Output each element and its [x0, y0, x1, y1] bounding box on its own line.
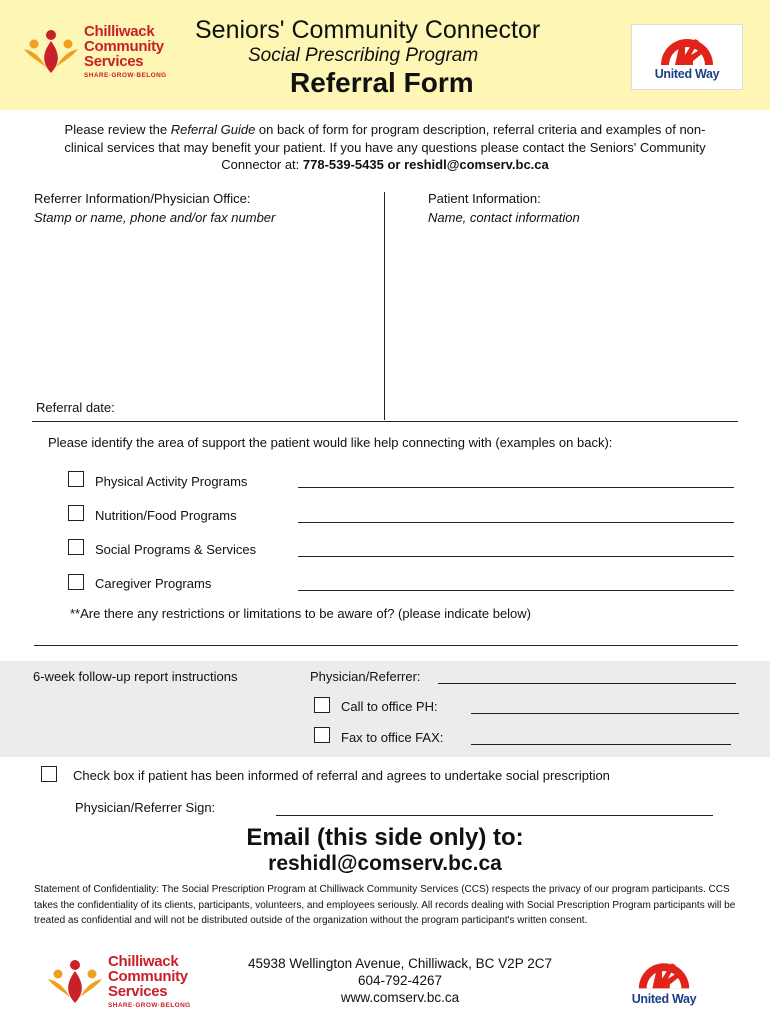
email-address[interactable]: reshidl@comserv.bc.ca — [268, 852, 502, 875]
consent-label: Check box if patient has been informed of referral and agrees to undertake social prescription — [73, 768, 610, 783]
ccs-name-line3: Services — [84, 53, 144, 70]
call-office-checkbox[interactable] — [314, 697, 330, 713]
restrictions-line — [34, 645, 738, 646]
patient-label: Patient Information: — [428, 191, 541, 206]
ccs-footer-logo — [44, 954, 191, 1009]
page-subtitle: Social Prescribing Program — [248, 45, 479, 66]
followup-label: 6-week follow-up report instructions — [33, 669, 238, 684]
office-phone-field[interactable] — [471, 713, 739, 714]
physical-activity-checkbox[interactable] — [68, 471, 84, 487]
ccs-name-line2: Community — [84, 38, 164, 55]
united-way-name: United Way — [654, 67, 720, 81]
referral-guide-ref: Referral Guide — [170, 122, 256, 137]
united-way-logo — [631, 24, 743, 90]
call-office-label: Call to office PH: — [341, 699, 438, 714]
physician-referrer-label: Physician/Referrer: — [310, 669, 421, 684]
consent-checkbox[interactable] — [41, 766, 57, 782]
intro-text: Please review the Referral Guide on back of form for program description, referral criteria and examples of non-clinical services that may benefit your patient. If you have any questions please contact the Seniors' Community Connector at: 778-539-5435 or reshidl@comserv.bc.ca — [64, 122, 706, 172]
united-way-footer-name: United Way — [631, 992, 697, 1006]
physical-activity-notes-field[interactable] — [298, 487, 734, 488]
ccs-people-icon — [20, 27, 82, 77]
referral-date-field[interactable] — [132, 398, 378, 418]
restrictions-prompt: **Are there any restrictions or limitations to be aware of? (please indicate below) — [70, 606, 532, 621]
fax-office-checkbox[interactable] — [314, 727, 330, 743]
ccs-name-line1: Chilliwack — [84, 23, 155, 40]
column-divider — [384, 192, 385, 420]
nutrition-food-label: Nutrition/Food Programs — [95, 508, 237, 523]
section-divider — [32, 421, 738, 422]
referrer-hint: Stamp or name, phone and/or fax number — [34, 210, 276, 225]
united-way-hand-icon — [655, 25, 719, 67]
confidentiality-statement: Statement of Confidentiality: The Social Prescription Program at Chilliwack Community Services (CCS) respects the privacy of our program participants. CCS takes the confidentiality of its clients, participants, volunteers, and employees seriously. All records dealing with Social Prescription Program participants will be treated as confidential and will not be distributed outside of the organization without the program participant's written consent. — [34, 884, 736, 926]
nutrition-food-checkbox[interactable] — [68, 505, 84, 521]
footer-website[interactable]: www.comserv.bc.ca — [340, 990, 460, 1005]
social-programs-label: Social Programs & Services — [95, 542, 257, 557]
fax-office-label: Fax to office FAX: — [341, 730, 444, 745]
nutrition-food-notes-field[interactable] — [298, 522, 734, 523]
ccs-people-icon — [44, 957, 106, 1007]
ccs-tagline: SHARE·GROW·BELONG — [84, 72, 167, 79]
contact-info: 778-539-5435 or reshidl@comserv.bc.ca — [302, 157, 549, 172]
united-way-hand-icon — [633, 948, 695, 992]
ccs-footer-name-line2: Community — [108, 968, 188, 985]
signature-field[interactable] — [276, 815, 713, 816]
caregiver-programs-checkbox[interactable] — [68, 574, 84, 590]
physical-activity-label: Physical Activity Programs — [95, 474, 248, 489]
physician-referrer-field[interactable] — [438, 683, 736, 684]
caregiver-programs-label: Caregiver Programs — [95, 576, 212, 591]
page-title: Seniors' Community Connector — [195, 16, 541, 44]
footer-phone: 604-792-4267 — [357, 973, 443, 988]
referrer-label: Referrer Information/Physician Office: — [34, 191, 251, 206]
form-title: Referral Form — [290, 67, 474, 98]
social-programs-notes-field[interactable] — [298, 556, 734, 557]
email-title: Email (this side only) to: — [246, 824, 524, 851]
sign-label: Physician/Referrer Sign: — [75, 800, 216, 815]
referrer-info-area[interactable] — [34, 228, 382, 393]
patient-info-area[interactable] — [390, 228, 735, 418]
ccs-footer-tagline: SHARE·GROW·BELONG — [108, 1002, 191, 1009]
support-prompt: Please identify the area of support the patient would like help connecting with (examples on back): — [48, 435, 613, 450]
footer-contact — [210, 955, 590, 1006]
ccs-footer-name-line3: Services — [108, 983, 168, 1000]
patient-hint: Name, contact information — [428, 210, 580, 225]
restrictions-field[interactable] — [34, 624, 738, 644]
ccs-logo — [20, 24, 167, 79]
caregiver-programs-notes-field[interactable] — [298, 590, 734, 591]
referral-date-label: Referral date: — [36, 400, 115, 415]
footer-address: 45938 Wellington Avenue, Chilliwack, BC V2P 2C7 — [248, 956, 552, 971]
social-programs-checkbox[interactable] — [68, 539, 84, 555]
united-way-footer-logo — [614, 948, 714, 1014]
office-fax-field[interactable] — [471, 744, 731, 745]
ccs-footer-name-line1: Chilliwack — [108, 953, 179, 970]
